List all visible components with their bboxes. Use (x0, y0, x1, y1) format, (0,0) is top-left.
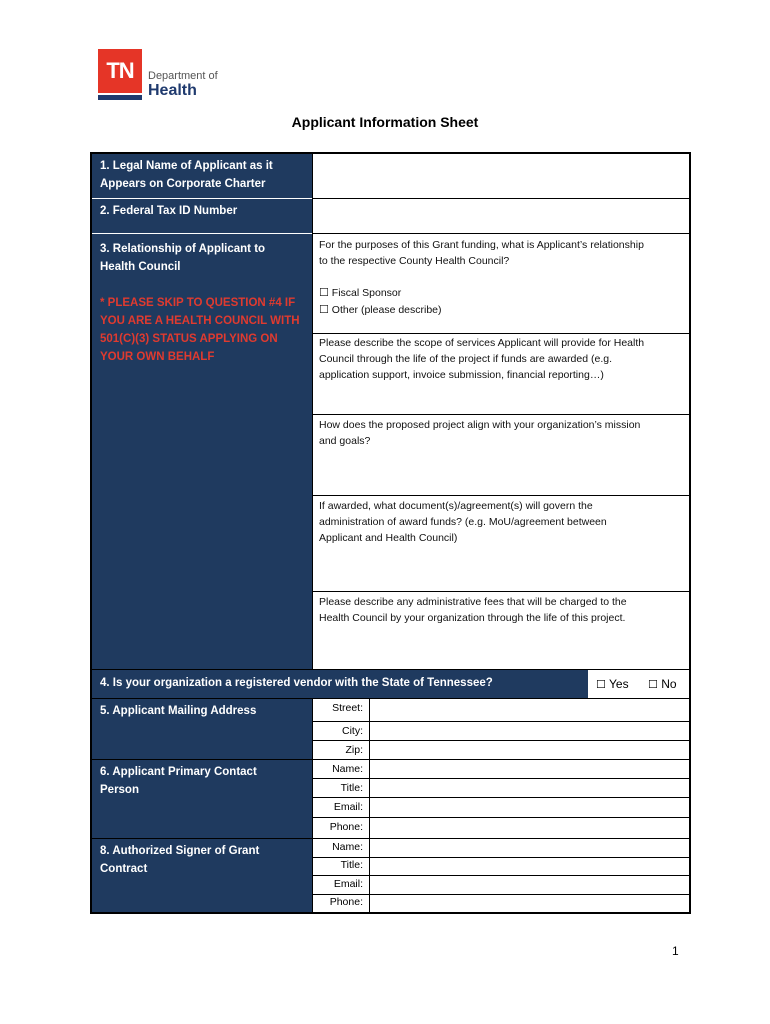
signer-title-label: Title: (340, 859, 363, 871)
vendor-yes-label: Yes (609, 677, 629, 691)
divider (92, 838, 690, 839)
q4-label: 4. Is your organization a registered vendor with the State of Tennessee? (100, 677, 493, 689)
q3-skip-note-line2: YOU ARE A HEALTH COUNCIL WITH (100, 315, 300, 327)
page-title: Applicant Information Sheet (291, 114, 479, 130)
signer-title-field[interactable] (370, 858, 689, 875)
q4-label-cell (92, 670, 588, 698)
scope-line1: Please describe the scope of services Applicant will provide for Health (319, 337, 645, 349)
logo-department-text: Department of (148, 70, 218, 82)
zip-label: Zip: (345, 744, 363, 756)
divider (313, 721, 690, 722)
legal-name-field[interactable] (313, 154, 689, 198)
q2-label-cell (92, 199, 312, 233)
divider (313, 797, 690, 798)
signer-email-field[interactable] (370, 876, 689, 894)
q5-label: 5. Applicant Mailing Address (100, 705, 257, 717)
signer-name-field[interactable] (370, 839, 689, 857)
divider (313, 778, 690, 779)
city-label: City: (342, 725, 363, 737)
logo-health-text: Health (148, 82, 197, 99)
divider (313, 894, 690, 895)
contact-phone-label: Phone: (329, 821, 363, 833)
divider (92, 759, 690, 760)
contact-title-label: Title: (340, 782, 363, 794)
fees-line2: Health Council by your organization through the life of this project. (319, 612, 626, 624)
align-line2: and goals? (319, 435, 371, 447)
divider (313, 333, 690, 334)
vendor-no-option[interactable] (648, 677, 677, 691)
scope-line3: application support, invoice submission, financial reporting…) (319, 369, 604, 381)
prompt-line2: to the respective County Health Council? (319, 255, 510, 267)
q1-label-line2: Appears on Corporate Charter (100, 178, 266, 190)
q8-label-cell (92, 839, 312, 912)
divider (313, 198, 690, 199)
federal-tax-id-field[interactable] (313, 199, 689, 233)
other-option[interactable] (319, 302, 442, 318)
q3-label-line1: 3. Relationship of Applicant to (100, 243, 266, 255)
q1-label-cell (92, 154, 312, 198)
q3-skip-note-line4: YOUR OWN BEHALF (100, 351, 215, 363)
q6-label-line1: 6. Applicant Primary Contact (100, 766, 257, 778)
divider (313, 817, 690, 818)
signer-phone-label: Phone: (329, 896, 363, 908)
other-checkbox[interactable]: ☐ (319, 303, 329, 316)
govern-line1: If awarded, what document(s)/agreement(s) will govern the (319, 500, 593, 512)
divider (313, 233, 690, 234)
fiscal-sponsor-checkbox[interactable]: ☐ (319, 286, 329, 299)
vendor-yes-checkbox[interactable]: ☐ (596, 678, 606, 691)
contact-title-field[interactable] (370, 779, 689, 797)
q8-label-line1: 8. Authorized Signer of Grant (100, 845, 260, 857)
contact-email-label: Email: (333, 801, 363, 813)
contact-name-label: Name: (332, 763, 363, 775)
govern-line3: Applicant and Health Council) (319, 532, 458, 544)
q5-label-cell (92, 699, 312, 759)
divider (313, 591, 690, 592)
fiscal-sponsor-option[interactable] (319, 285, 401, 301)
q8-label-line2: Contract (100, 863, 148, 875)
q3-label-line2: Health Council (100, 261, 181, 273)
divider (313, 740, 690, 741)
city-field[interactable] (370, 722, 689, 740)
signer-email-label: Email: (333, 878, 363, 890)
divider (313, 414, 690, 415)
govern-line2: administration of award funds? (e.g. MoU/agreement between (319, 516, 607, 528)
q1-label-line1: 1. Legal Name of Applicant as it (100, 160, 273, 172)
q3-skip-note-line3: 501(C)(3) STATUS APPLYING ON (100, 333, 278, 345)
q6-label-cell (92, 760, 312, 838)
logo-underline (98, 95, 142, 100)
fees-line1: Please describe any administrative fees that will be charged to the (319, 596, 627, 608)
vendor-no-label: No (661, 677, 677, 691)
mission-alignment-prompt[interactable] (319, 417, 687, 449)
prompt-line1: For the purposes of this Grant funding, what is Applicant’s relationship (319, 239, 644, 251)
align-line1: How does the proposed project align with your organization’s mission (319, 419, 641, 431)
divider (313, 495, 690, 496)
contact-name-field[interactable] (370, 760, 689, 778)
zip-field[interactable] (370, 741, 689, 759)
other-label: Other (please describe) (331, 304, 442, 316)
contact-phone-field[interactable] (370, 818, 689, 837)
governing-agreement-prompt[interactable] (319, 498, 687, 546)
divider (313, 875, 690, 876)
vendor-yes-option[interactable] (596, 677, 629, 691)
q6-label-line2: Person (100, 784, 139, 796)
q3-skip-note-line1: * PLEASE SKIP TO QUESTION #4 IF (100, 297, 296, 309)
fiscal-sponsor-label: Fiscal Sponsor (331, 287, 402, 299)
divider (313, 857, 690, 858)
page-number: 1 (672, 944, 679, 958)
tn-health-logo (98, 49, 228, 103)
q3-label-cell (92, 234, 312, 669)
signer-phone-field[interactable] (370, 895, 689, 912)
administrative-fees-prompt[interactable] (319, 594, 687, 626)
tn-logo-mark: TN (98, 49, 142, 93)
scope-line2: Council through the life of the project if funds are awarded (e.g. (319, 353, 613, 365)
street-field[interactable] (370, 699, 689, 721)
contact-email-field[interactable] (370, 798, 689, 817)
vendor-no-checkbox[interactable]: ☐ (648, 678, 658, 691)
q3-relationship-prompt (319, 237, 687, 269)
column-divider (312, 699, 313, 913)
scope-of-services-prompt[interactable] (319, 335, 687, 383)
signer-name-label: Name: (332, 841, 363, 853)
column-divider (369, 699, 370, 913)
q2-label: 2. Federal Tax ID Number (100, 205, 238, 217)
column-divider (312, 154, 313, 669)
street-label: Street: (332, 702, 363, 714)
